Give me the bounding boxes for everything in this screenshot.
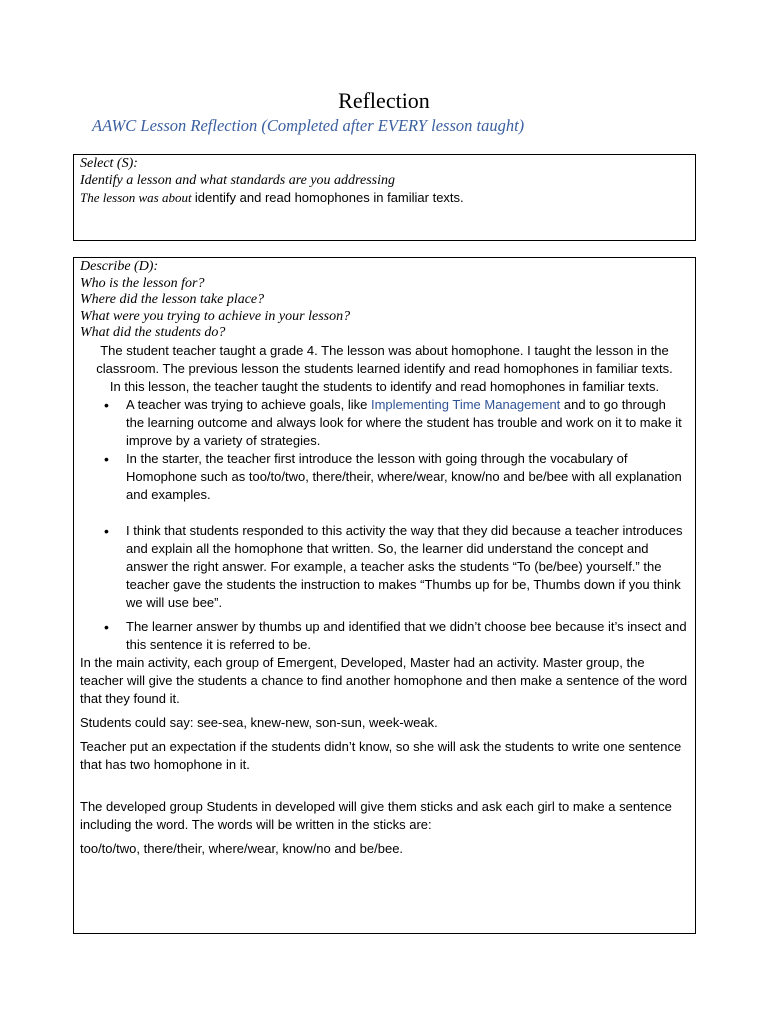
- list-item: [80, 450, 689, 504]
- bullet-text: The learner answer by thumbs up and identified that we didn’t choose bee because it’s insect and this sentence it is referred to be.: [126, 618, 687, 652]
- bullet-text-rest: and to go through the learning outcome and always look for where the student has trouble and work on it to make it improve by a variety of strategies.: [126, 396, 682, 448]
- describe-section-box: [73, 257, 696, 934]
- bullet-icon: •: [104, 522, 109, 539]
- describe-question: What did the students do?: [80, 325, 226, 340]
- page-subtitle: AAWC Lesson Reflection (Completed after EVERY lesson taught): [92, 116, 525, 135]
- developed-group-paragraph: The developed group Students in developed will give them sticks and ask each girl to make a sentence including the word. The words will be written in the sticks are:: [80, 798, 672, 832]
- select-answer-lead: The lesson was about: [80, 190, 195, 205]
- page-title: Reflection: [338, 88, 430, 113]
- bullet-icon: •: [104, 450, 109, 467]
- intro-paragraph: The student teacher taught a grade 4. The lesson was about homophone. I taught the lesson in the classroom. The previous lesson the students learned identify and read homophones in familiar texts.: [96, 342, 673, 376]
- select-answer: [80, 189, 689, 207]
- highlight-text: Implementing Time Management: [370, 396, 561, 412]
- bullet-text: I think that students responded to this activity the way that they did because a teacher introduces and explain all the homophone that written. So, the learner did understand the concept and answer the right answer. For example, a teacher asks the students “To (be/bee) yourself.” the teacher gave the students the instruction to makes “Thumbs up for be, Thumbs down if you think we will use bee”.: [126, 522, 683, 610]
- select-section-box: [73, 154, 696, 241]
- select-answer-rest: identify and read homophones in familiar texts.: [194, 190, 464, 205]
- bullet-icon: •: [104, 618, 109, 635]
- expectation-paragraph: Teacher put an expectation if the students didn’t know, so she will ask the students to write one sentence that has two homophone in it.: [80, 738, 682, 772]
- list-item: [80, 618, 689, 654]
- word-list: too/to/two, there/their, where/wear, know/no and be/bee.: [80, 840, 404, 856]
- describe-question: What were you trying to achieve in your lesson?: [80, 308, 351, 324]
- bullet-text: In the starter, the teacher first introduce the lesson with going through the vocabulary of Homophone such as too/to/two, there/their, where/wear, know/no and be/bee with all explanation and examples.: [126, 450, 682, 502]
- spacer: [80, 504, 689, 522]
- second-paragraph: In this lesson, the teacher taught the students to identify and read homophones in familiar texts.: [109, 378, 660, 394]
- describe-bullet-list: [80, 396, 689, 654]
- list-item: [80, 396, 689, 450]
- bullet-icon: •: [104, 396, 109, 413]
- students-could-say: Students could say: see-sea, knew-new, son-sun, week-weak.: [80, 714, 438, 730]
- describe-question: Who is the lesson for?: [80, 275, 205, 291]
- list-item: [80, 522, 689, 612]
- describe-question: Where did the lesson take place?: [80, 292, 265, 307]
- main-activity-paragraph: In the main activity, each group of Emergent, Developed, Master had an activity. Master group, the teacher will give the students a chance to find another homophone and then make a sentence of the word that they found it.: [80, 654, 688, 706]
- describe-label: Describe (D):: [80, 259, 159, 274]
- bullet-text: A teacher was trying to achieve goals, like: [126, 396, 371, 412]
- select-prompt: Identify a lesson and what standards are you addressing: [80, 172, 395, 188]
- select-label: Select (S):: [80, 156, 138, 171]
